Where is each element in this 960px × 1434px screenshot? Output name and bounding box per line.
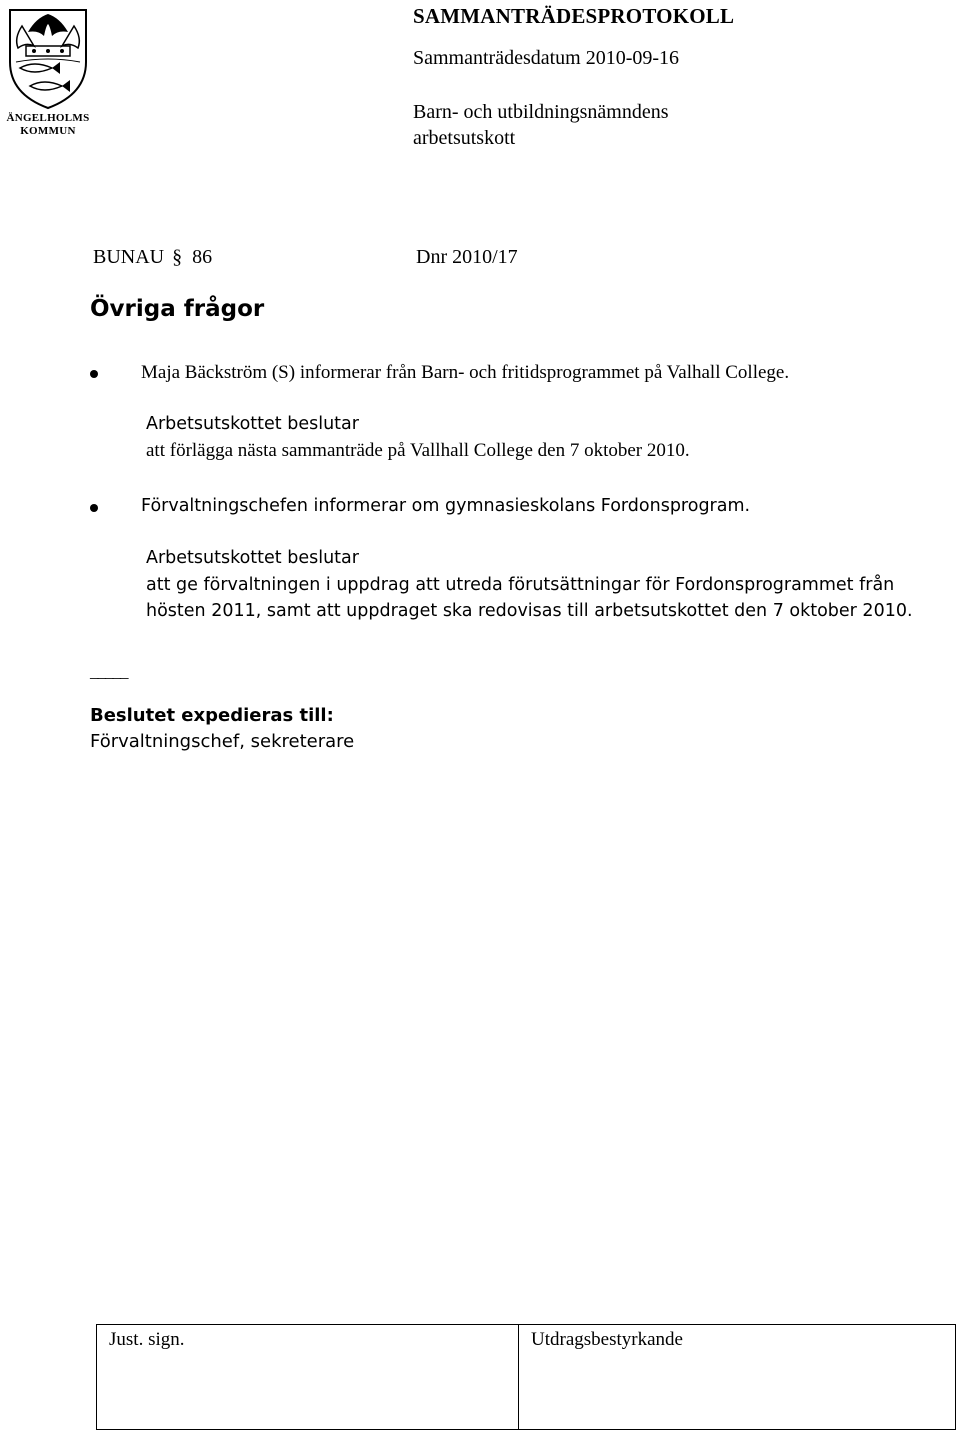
page-title: Övriga frågor — [90, 296, 265, 322]
dispatch-recipients: Förvaltningschef, sekreterare — [90, 731, 355, 752]
decision-label: Arbetsutskottet beslutar — [146, 414, 359, 434]
municipal-logo — [0, 2, 96, 142]
logo-text-line2: KOMMUN — [20, 125, 76, 137]
bullet-icon — [90, 504, 98, 512]
separator-line: _____ — [90, 662, 128, 681]
section-sign: § — [172, 246, 183, 268]
case-paragraph: 86 — [192, 246, 213, 268]
meeting-date: Sammanträdesdatum 2010-09-16 — [413, 47, 680, 69]
list-item-text: Maja Bäckström (S) informerar från Barn- och fritidsprogrammet på Valhall College. — [141, 362, 790, 383]
decision-label: Arbetsutskottet beslutar — [146, 548, 359, 568]
decision-text: hösten 2011, samt att uppdraget ska redovisas till arbetsutskottet den 7 oktober 2010. — [146, 601, 913, 621]
bullet-icon — [90, 370, 98, 378]
committee-name-line1: Barn- och utbildningsnämndens — [413, 101, 669, 123]
signature-box — [96, 1324, 956, 1430]
coat-of-arms-icon — [0, 2, 96, 114]
signature-divider — [518, 1325, 519, 1429]
just-sign-label: Just. sign. — [109, 1329, 185, 1350]
case-number — [93, 246, 212, 269]
dispatch-label: Beslutet expedieras till: — [90, 705, 334, 726]
decision-text: att förlägga nästa sammanträde på Vallhall College den 7 oktober 2010. — [146, 440, 690, 461]
document-type: SAMMANTRÄDESPROTOKOLL — [413, 4, 735, 28]
committee-name-line2: arbetsutskott — [413, 127, 516, 149]
decision-text: att ge förvaltningen i uppdrag att utreda förutsättningar för Fordonsprogrammet från — [146, 575, 895, 595]
registration-number: Dnr 2010/17 — [416, 246, 518, 268]
utdragsbestyrkande-label: Utdragsbestyrkande — [531, 1329, 683, 1350]
logo-text-line1: ÄNGELHOLMS — [6, 112, 90, 124]
list-item-text: Förvaltningschefen informerar om gymnasieskolans Fordonsprogram. — [141, 496, 751, 516]
case-prefix: BUNAU — [93, 246, 165, 268]
